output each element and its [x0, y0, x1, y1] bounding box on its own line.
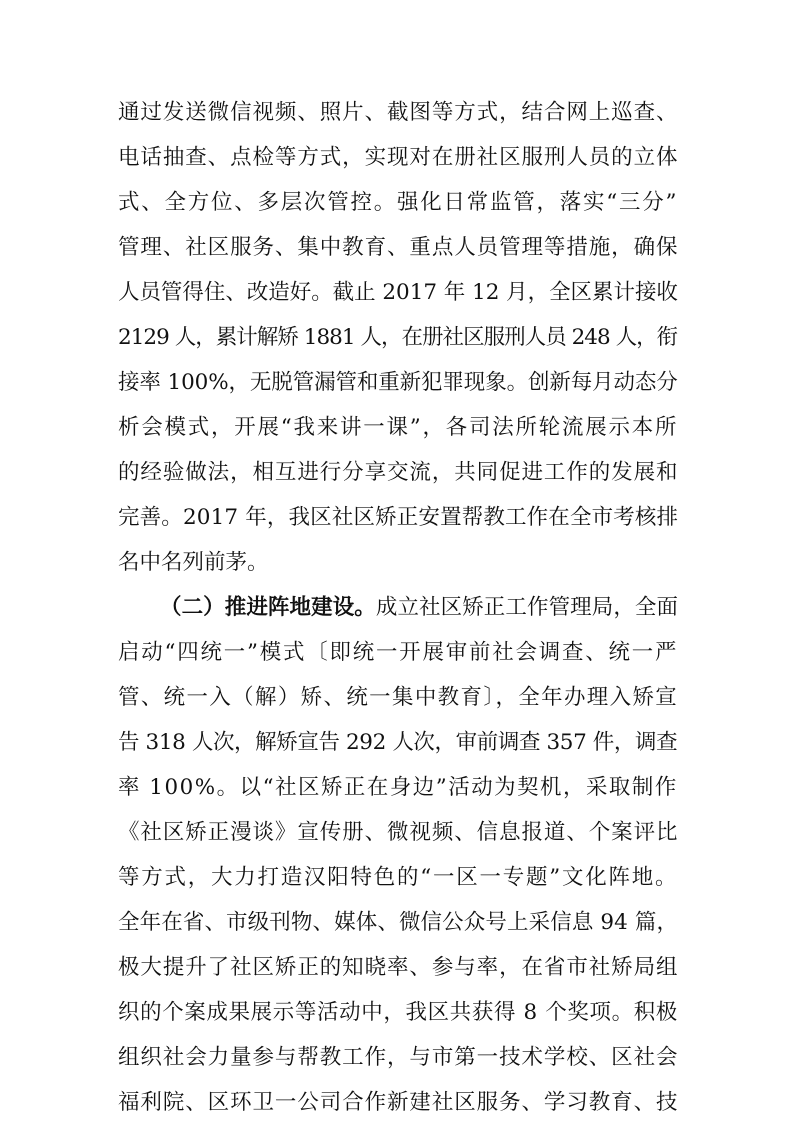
- text-line: 全年在省、市级刊物、媒体、微信公众号上采信息 94 篇，: [118, 910, 679, 935]
- text-line: 极大提升了社区矫正的知晓率、参与率，在省市社矫局组: [118, 955, 679, 980]
- text-line: 2129 人，累计解矫 1881 人，在册社区服刑人员 248 人，衔: [118, 325, 678, 350]
- text-line: 织的个案成果展示等活动中，我区共获得 8 个奖项。积极: [118, 1000, 679, 1025]
- text-line: 名中名列前茅。: [118, 550, 269, 575]
- text-line: 组织社会力量参与帮教工作，与市第一技术学校、区社会: [118, 1045, 679, 1070]
- text-line: 管理、社区服务、集中教育、重点人员管理等措施，确保: [118, 235, 679, 260]
- text-line: 告 318 人次，解矫宣告 292 人次，审前调查 357 件，调查: [118, 730, 678, 755]
- text-line: 率 100%。以“社区矫正在身边”活动为契机，采取制作: [118, 775, 678, 800]
- text-line: 式、全方位、多层次管控。强化日常监管，落实“三分”: [118, 190, 679, 215]
- text-line: 管、统一入（解）矫、统一集中教育〕，全年办理入矫宣: [118, 685, 679, 710]
- text-line: 析会模式，开展“我来讲一课”，各司法所轮流展示本所: [118, 415, 679, 440]
- section-first-line-text: 成立社区矫正工作管理局，全面: [375, 595, 679, 620]
- text-line: 人员管得住、改造好。截止 2017 年 12 月，全区累计接收: [118, 280, 678, 305]
- text-line: 完善。2017 年，我区社区矫正安置帮教工作在全市考核排: [118, 505, 679, 530]
- text-line: 的经验做法，相互进行分享交流，共同促进工作的发展和: [118, 460, 679, 485]
- section-heading: （二）推进阵地建设。: [160, 595, 376, 620]
- text-line: 等方式，大力打造汉阳特色的“一区一专题”文化阵地。: [118, 865, 679, 890]
- text-line: 福利院、区环卫一公司合作新建社区服务、学习教育、技: [118, 1090, 679, 1115]
- text-line: 接率 100%，无脱管漏管和重新犯罪现象。创新每月动态分: [118, 370, 678, 395]
- section-first-line: [160, 593, 678, 623]
- text-line: 电话抽查、点检等方式，实现对在册社区服刑人员的立体: [118, 145, 679, 170]
- text-line: 通过发送微信视频、照片、截图等方式，结合网上巡查、: [118, 100, 679, 125]
- text-line: 《社区矫正漫谈》宣传册、微视频、信息报道、个案评比: [118, 820, 679, 845]
- text-line: 启动“四统一”模式〔即统一开展审前社会调查、统一严: [118, 640, 679, 665]
